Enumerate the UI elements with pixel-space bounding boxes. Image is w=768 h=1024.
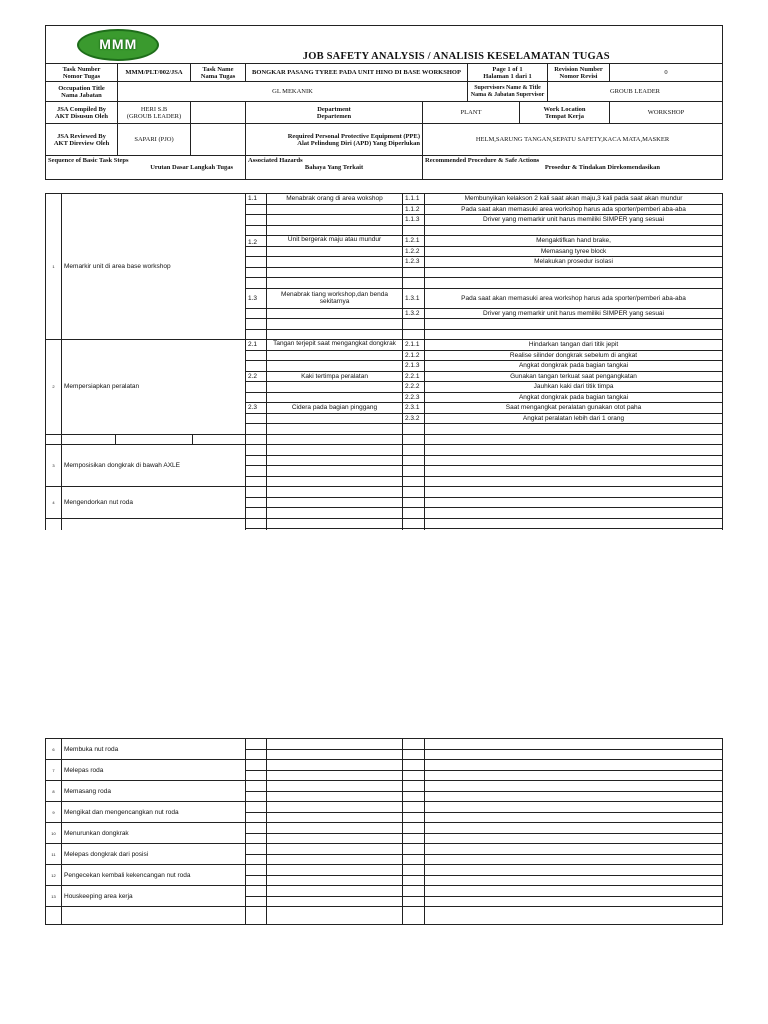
ppe-value: HELM,SARUNG TANGAN,SEPATU SAFETY,KACA MATA,MASKER: [423, 124, 723, 156]
task-step: Mempersiapkan peralatan: [62, 340, 246, 435]
task-name-label: Task Name Nama Tugas: [191, 64, 246, 82]
reviewed-signature: [191, 124, 246, 156]
task-name-value: BONGKAR PASANG TYREE PADA UNIT HINO DI BASE WORKSHOP: [246, 64, 468, 82]
action-number: 2.3.2: [403, 413, 425, 424]
task-step: Memarkir unit di area base workshop: [62, 194, 246, 340]
task-step: Melepas roda: [62, 760, 246, 781]
task-step: Membuka nut roda: [62, 739, 246, 760]
department-label: Department Departemen: [246, 102, 423, 124]
action-number: 1.3.2: [403, 308, 425, 319]
step-number: 4: [46, 487, 62, 519]
column-header-steps: Sequence of Basic Task Steps Urutan Dasar Langkah Tugas: [46, 156, 246, 180]
hazard-text: Cidera pada bagian pinggang: [267, 403, 403, 414]
action-number: 1.1.2: [403, 204, 425, 215]
action-text: Realise silinder dongkrak sebelum di angkat: [425, 350, 723, 361]
step-number: 3: [46, 445, 62, 487]
reviewed-by-value: SAPARI (PJO): [118, 124, 191, 156]
action-text: Pada saat akan memasuki area workshop harus ada sporter/pemberi aba-aba: [425, 288, 723, 308]
action-number: 1.2.3: [403, 257, 425, 268]
action-number: 2.1.1: [403, 340, 425, 351]
step-number: 2: [46, 340, 62, 435]
task-step: Houskeeping area kerja: [62, 886, 246, 907]
hazard-text: Menabrak orang di area wokshop: [267, 194, 403, 205]
task-step: Memasang roda: [62, 781, 246, 802]
page-gap: [0, 530, 768, 735]
reviewed-by-label: JSA Reviewed By AKT Direview Oleh: [46, 124, 118, 156]
compiled-by-label: JSA Compiled By AKT Disusun Oleh: [46, 102, 118, 124]
action-number: 1.1.1: [403, 194, 425, 205]
supervisor-value: GROUB LEADER: [548, 82, 723, 102]
department-value: PLANT: [423, 102, 520, 124]
column-header-hazards: Associated Hazards Bahaya Yang Terkait: [246, 156, 423, 180]
task-step: Melepas dongkrak dari posisi: [62, 844, 246, 865]
company-logo: MMM: [77, 29, 159, 61]
hazard-text: Menabrak tiang workshop,dan benda sekitarnya: [267, 288, 403, 308]
hazard-text: Unit bergerak maju atau mundur: [267, 236, 403, 247]
revision-label: Revision Number Nomor Revisi: [548, 64, 610, 82]
step-number: 9: [46, 802, 62, 823]
step-number: 13: [46, 886, 62, 907]
action-number: 2.1.3: [403, 361, 425, 372]
compiled-signature: [191, 102, 246, 124]
action-text: Gunakan tangan terkuat saat pengangkatan: [425, 371, 723, 382]
page-info: Page 1 of 1 Halaman 1 dari 1: [468, 64, 548, 82]
logo-cell: [46, 26, 191, 64]
action-text: Angkat dongkrak pada bagian tangkai: [425, 392, 723, 403]
step-number: 10: [46, 823, 62, 844]
hazard-number: 2.1: [246, 340, 267, 351]
task-number-value: MMM/PLT/002/JSA: [118, 64, 191, 82]
step-number: 12: [46, 865, 62, 886]
action-number: 2.3.1: [403, 403, 425, 414]
task-number-label: Task Number Nomor Tugas: [46, 64, 118, 82]
location-value: WORKSHOP: [610, 102, 723, 124]
action-text: Jauhkan kaki dari titik timpa: [425, 382, 723, 393]
action-text: Melakukan prosedur isolasi: [425, 257, 723, 268]
task-step: Memposisikan dongkrak di bawah AXLE: [62, 445, 246, 487]
location-label: Work Location Tempat Kerja: [520, 102, 610, 124]
occupation-value: GL MEKANIK: [118, 82, 468, 102]
jsa-steps-table-continued: [45, 738, 723, 925]
action-number: 2.2.2: [403, 382, 425, 393]
step-number: 6: [46, 739, 62, 760]
step-number: 1: [46, 194, 62, 340]
column-header-actions: Recommended Procedure & Safe Actions Prosedur & Tindakan Direkomendasikan: [423, 156, 723, 180]
action-number: 2.1.2: [403, 350, 425, 361]
action-text: Saat mengangkat peralatan gunakan otot paha: [425, 403, 723, 414]
jsa-header-table: [45, 25, 723, 180]
compiled-by-value: HERI S.B (GROUB LEADER): [118, 102, 191, 124]
task-step: Pengecekan kembali kekencangan nut roda: [62, 865, 246, 886]
hazard-number: 1.1: [246, 194, 267, 205]
action-text: Hindarkan tangan dari titik jepit: [425, 340, 723, 351]
action-number: 1.1.3: [403, 215, 425, 226]
action-text: Driver yang memarkir unit harus memiliki SIMPER yang sesuai: [425, 308, 723, 319]
ppe-label: Required Personal Protective Equipment (PPE) Alat Pelindung Diri (APD) Yang Diperlukan: [246, 124, 423, 156]
action-text: Memasang tyree block: [425, 246, 723, 257]
occupation-label: Occupation Title Nama Jabatan: [46, 82, 118, 102]
step-number: 11: [46, 844, 62, 865]
action-text: Driver yang memarkir unit harus memiliki SIMPER yang sesuai: [425, 215, 723, 226]
action-number: 1.2.2: [403, 246, 425, 257]
revision-value: 0: [610, 64, 723, 82]
task-step: Mengikat dan mengencangkan nut roda: [62, 802, 246, 823]
step-number: 7: [46, 760, 62, 781]
supervisor-label: Supervisors Name & Title Nama & Jabatan Supervisor: [468, 82, 548, 102]
action-text: Membunyikan kelakson 2 kali saat akan maju,3 kali pada saat akan mundur: [425, 194, 723, 205]
hazard-number: 1.2: [246, 236, 267, 247]
document-title: JOB SAFETY ANALYSIS / ANALISIS KESELAMATAN TUGAS: [191, 26, 723, 64]
hazard-text: Tangan terjepit saat mengangkat dongkrak: [267, 340, 403, 351]
hazard-text: Kaki tertimpa peralatan: [267, 371, 403, 382]
hazard-number: 2.2: [246, 371, 267, 382]
action-text: Angkat dongkrak pada bagian tangkai: [425, 361, 723, 372]
hazard-number: 2.3: [246, 403, 267, 414]
action-number: 1.3.1: [403, 288, 425, 308]
action-number: 2.2.3: [403, 392, 425, 403]
hazard-number: 1.3: [246, 288, 267, 308]
task-step: Menurunkan dongkrak: [62, 823, 246, 844]
action-text: Pada saat akan memasuki area workshop harus ada sporter/pemberi aba-aba: [425, 204, 723, 215]
task-step: Mengendorkan nut roda: [62, 487, 246, 519]
action-number: 2.2.1: [403, 371, 425, 382]
jsa-steps-table: [45, 193, 723, 550]
action-text: Mengaktifkan hand brake,: [425, 236, 723, 247]
action-text: Angkat peralatan lebih dari 1 orang: [425, 413, 723, 424]
action-number: 1.2.1: [403, 236, 425, 247]
step-number: 8: [46, 781, 62, 802]
